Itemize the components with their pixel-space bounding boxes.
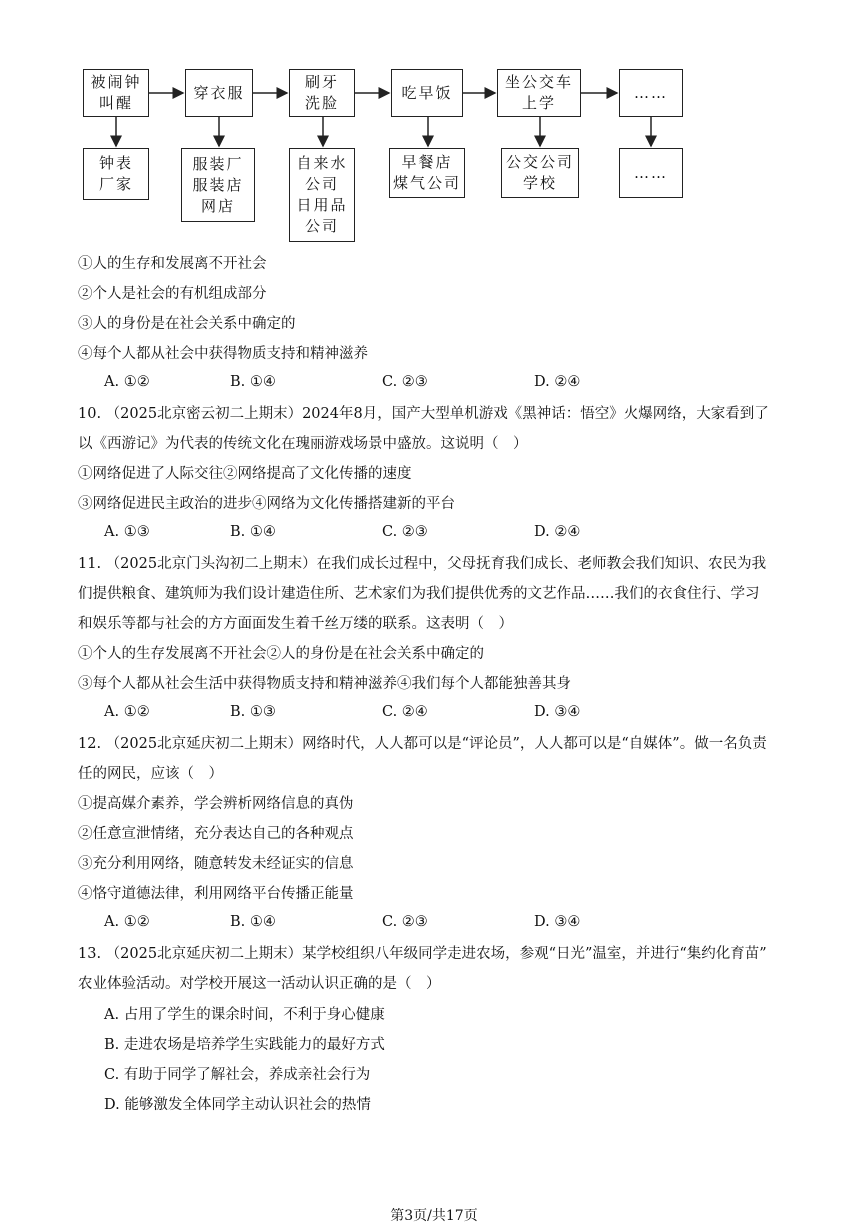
- q13-stem: 农业体验活动。对学校开展这一活动认识正确的是（ ）: [78, 976, 441, 992]
- q11-stem: 和娱乐等都与社会的方方面面发生着千丝万缕的联系。这表明（ ）: [78, 616, 513, 632]
- q11-option-d[interactable]: D. ③④: [534, 704, 581, 720]
- q10-stem: 10. （2025北京密云初二上期末）2024年8月，国产大型单机游戏《黑神话：悟空》火爆网络，大家看到了: [78, 406, 769, 422]
- q9-option-b[interactable]: B. ①④: [230, 374, 276, 390]
- q11-statement: ①个人的生存发展离不开社会②人的身份是在社会关系中确定的: [78, 646, 484, 662]
- flowchart-arrows: [0, 0, 868, 250]
- flow-provider-more: ……: [619, 148, 683, 198]
- q10-option-c[interactable]: C. ②③: [382, 524, 428, 540]
- q12-statement: ④恪守道德法律，利用网络平台传播正能量: [78, 886, 354, 902]
- q12-statement: ②任意宣泄情绪，充分表达自己的各种观点: [78, 826, 354, 842]
- flow-provider-water: 自来水 公司 日用品 公司: [289, 148, 355, 242]
- q10-options: [104, 524, 824, 544]
- q11-stem: 11. （2025北京门头沟初二上期末）在我们成长过程中，父母抚育我们成长、老师教会我们知识、农民为我: [78, 556, 767, 572]
- page-number: 第3页/共17页: [390, 1208, 478, 1224]
- q12-option-d[interactable]: D. ③④: [534, 914, 581, 930]
- q9-options: [104, 374, 824, 394]
- q11-option-a[interactable]: A. ①②: [104, 704, 150, 720]
- q9-statement: ③人的身份是在社会关系中确定的: [78, 316, 296, 332]
- q13-choice-a[interactable]: A. 占用了学生的课余时间，不利于身心健康: [104, 1007, 385, 1023]
- q11-option-b[interactable]: B. ①③: [230, 704, 276, 720]
- q10-statement: ③网络促进民主政治的进步④网络为文化传播搭建新的平台: [78, 496, 455, 512]
- daily-life-flowchart: [0, 0, 868, 250]
- q12-stem: 任的网民，应该（ ）: [78, 766, 223, 782]
- q9-option-d[interactable]: D. ②④: [534, 374, 581, 390]
- flow-provider-clock: 钟表 厂家: [83, 148, 149, 200]
- flow-provider-clothing: 服装厂 服装店 网店: [181, 148, 255, 222]
- q12-statement: ①提高媒介素养，学会辨析网络信息的真伪: [78, 796, 354, 812]
- flow-step-alarm: 被闹钟 叫醒: [83, 69, 149, 117]
- q9-statement: ①人的生存和发展离不开社会: [78, 256, 267, 272]
- flow-step-wash: 刷牙 洗脸: [289, 69, 355, 117]
- q11-options: [104, 704, 824, 724]
- q9-option-a[interactable]: A. ①②: [104, 374, 150, 390]
- flow-step-more: ……: [619, 69, 683, 117]
- q13-stem: 13. （2025北京延庆初二上期末）某学校组织八年级同学走进农场，参观“日光”温室，并进行“集约化育苗”: [78, 946, 767, 962]
- q12-statement: ③充分利用网络，随意转发未经证实的信息: [78, 856, 354, 872]
- q10-option-a[interactable]: A. ①③: [104, 524, 150, 540]
- q10-option-b[interactable]: B. ①④: [230, 524, 276, 540]
- q13-choice-b[interactable]: B. 走进农场是培养学生实践能力的最好方式: [104, 1037, 385, 1053]
- q12-options: [104, 914, 824, 934]
- q12-stem: 12. （2025北京延庆初二上期末）网络时代，人人都可以是“评论员”，人人都可以是“自媒体”。做一名负责: [78, 736, 767, 752]
- flow-provider-breakfast: 早餐店 煤气公司: [389, 148, 465, 198]
- flow-step-breakfast: 吃早饭: [391, 69, 463, 117]
- q9-statement: ②个人是社会的有机组成部分: [78, 286, 267, 302]
- q12-option-c[interactable]: C. ②③: [382, 914, 428, 930]
- flow-provider-bus: 公交公司 学校: [501, 148, 579, 198]
- q12-option-b[interactable]: B. ①④: [230, 914, 276, 930]
- q13-choice-d[interactable]: D. 能够激发全体同学主动认识社会的热情: [104, 1097, 371, 1113]
- flow-step-bus: 坐公交车 上学: [497, 69, 581, 117]
- flow-step-dress: 穿衣服: [185, 69, 253, 117]
- q10-stem: 以《西游记》为代表的传统文化在瑰丽游戏场景中盛放。这说明（ ）: [78, 436, 528, 452]
- q9-statement: ④每个人都从社会中获得物质支持和精神滋养: [78, 346, 368, 362]
- q10-option-d[interactable]: D. ②④: [534, 524, 581, 540]
- q9-option-c[interactable]: C. ②③: [382, 374, 428, 390]
- q13-choice-c[interactable]: C. 有助于同学了解社会，养成亲社会行为: [104, 1067, 371, 1083]
- q11-statement: ③每个人都从社会生活中获得物质支持和精神滋养④我们每个人都能独善其身: [78, 676, 571, 692]
- q12-option-a[interactable]: A. ①②: [104, 914, 150, 930]
- q11-stem: 们提供粮食、建筑师为我们设计建造住所、艺术家们为我们提供优秀的文艺作品……我们的衣食住行、学习: [78, 586, 760, 602]
- q11-option-c[interactable]: C. ②④: [382, 704, 428, 720]
- q10-statement: ①网络促进了人际交往②网络提高了文化传播的速度: [78, 466, 412, 482]
